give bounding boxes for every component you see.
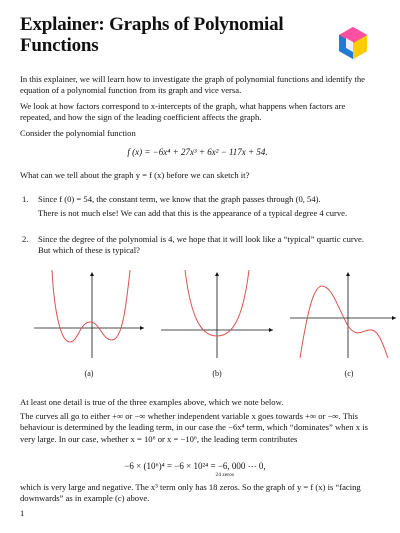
graph-b <box>157 268 277 360</box>
math-underbrace-label: 24 zeros <box>215 472 234 478</box>
graph-a <box>30 268 148 360</box>
caption-b: (b) <box>212 369 222 378</box>
caption-a: (a) <box>84 369 94 378</box>
curve-c <box>300 286 388 358</box>
list-item-2: Since the degree of the polynomial is 4, we hope that it will look like a “typical” quartic curve. But which of these is typical? <box>38 234 364 256</box>
polynomial-equation: f (x) = −6x⁴ + 27x³ + 6x² − 117x + 54. <box>127 147 268 157</box>
consider-text: Consider the polynomial function <box>20 128 136 138</box>
page-title: Explainer: Graphs of Polynomial Functions <box>20 14 284 56</box>
leading-term-math <box>60 460 330 481</box>
graph-c <box>288 268 398 360</box>
caption-c: (c) <box>344 369 354 378</box>
intro-paragraph-1: In this explainer, we will learn how to investigate the graph of polynomial functions and identify the equation of a polynomial function from its graph and vice versa. <box>20 74 365 96</box>
list-item-number: 2. <box>22 234 29 244</box>
curve-a <box>52 270 130 342</box>
after-paragraph-2: The curves all go to either +∞ or −∞ whether independent variable x goes towards +∞ or −∞. This behaviour is determined by the leading term, in our case the −6x⁴ term, which “dominates” when x is very large. In our case, whether x = 10⁶ or x = −10⁶, the leading term contributes <box>20 411 368 444</box>
list-item-1-line1: Since f (0) = 54, the constant term, we know that the graph passes through (0, 54). <box>38 194 321 204</box>
nagwa-logo-icon <box>336 26 370 60</box>
list-item-number: 1. <box>22 194 29 204</box>
page-number: 1 <box>20 508 25 518</box>
after-paragraph-3: which is very large and negative. The x³ term only has 18 zeros. So the graph of y = f (x) is “facing downwards” as in example (c) above. <box>20 482 361 504</box>
after-paragraph-1: At least one detail is true of the three examples above, which we note below. <box>20 397 284 407</box>
math-expression: −6 × (10⁶)⁴ = −6 × 10²⁴ = −6, 000 ⋯ 0, <box>124 461 266 471</box>
question-text: What can we tell about the graph y = f (x) before we can sketch it? <box>20 170 250 180</box>
list-item-1-line2: There is not much else! We can add that this is the appearance of a typical degree 4 curve. <box>38 208 348 218</box>
intro-paragraph-2: We look at how factors correspond to x-intercepts of the graph, what happens when factors are repeated, and how the sign of the leading coefficient affects the graph. <box>20 101 346 123</box>
